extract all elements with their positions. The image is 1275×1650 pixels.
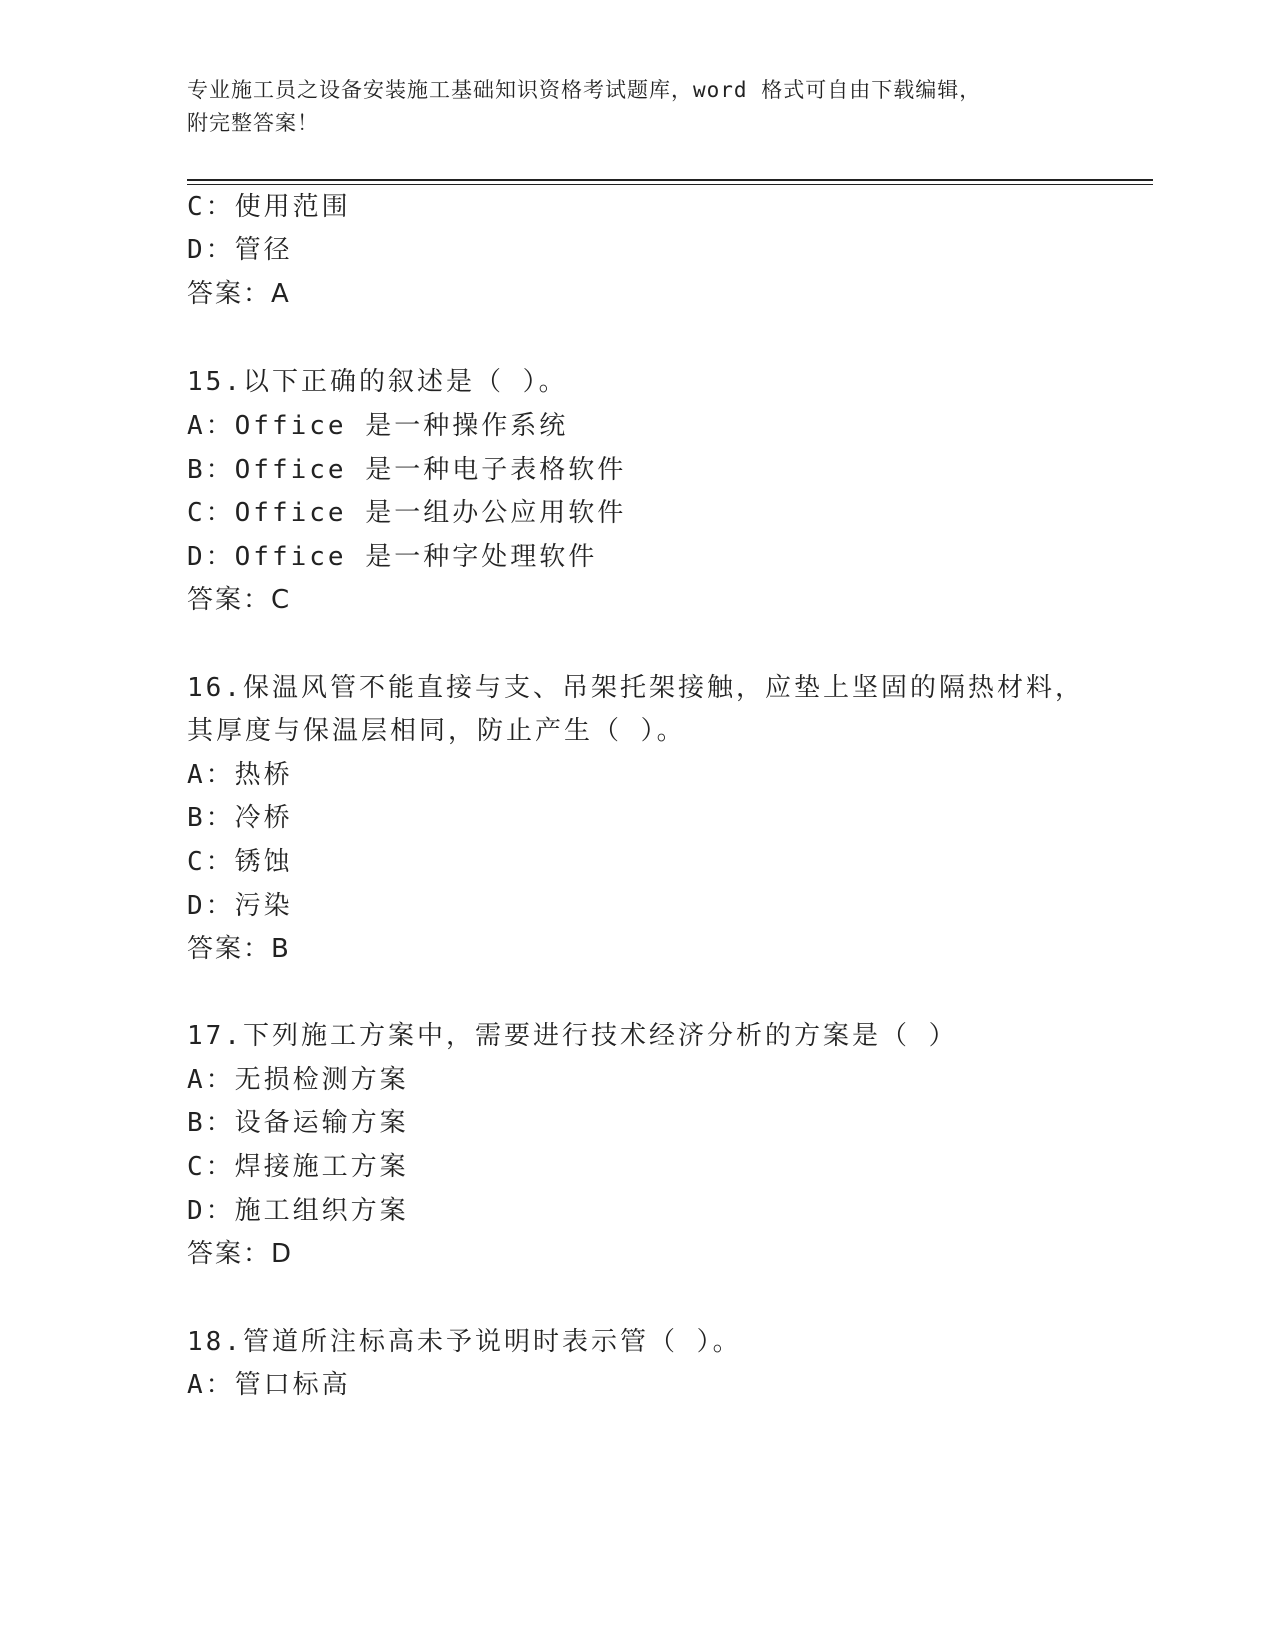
question-18-stem: 18.管道所注标高未予说明时表示管（ ）。 (187, 1327, 742, 1357)
question-16-stem-line-2: 其厚度与保温层相同，防止产生（ ）。 (187, 716, 686, 746)
question-15-stem: 15.以下正确的叙述是（ ）。 (187, 367, 568, 397)
question-17-option-c: C：焊接施工方案 (187, 1152, 409, 1182)
answer-prev: 答案：A (187, 279, 291, 309)
document-header (187, 74, 1107, 140)
header-line-1: 专业施工员之设备安装施工基础知识资格考试题库，word 格式可自由下载编辑， (187, 78, 982, 102)
question-15-option-b: B：Office 是一种电子表格软件 (187, 455, 627, 485)
question-17-option-b: B：设备运输方案 (187, 1108, 409, 1138)
question-15-option-a: A：Office 是一种操作系统 (187, 411, 569, 441)
question-15-answer: 答案：C (187, 585, 292, 615)
question-15-option-d: D：Office 是一种字处理软件 (187, 542, 598, 572)
header-divider-thick (187, 179, 1153, 181)
question-17-stem: 17.下列施工方案中，需要进行技术经济分析的方案是（ ） (187, 1021, 958, 1051)
question-16-option-b: B：冷桥 (187, 803, 293, 833)
option-c-prev: C：使用范围 (187, 192, 351, 222)
question-16-option-d: D：污染 (187, 891, 293, 921)
question-15-option-c: C：Office 是一组办公应用软件 (187, 498, 627, 528)
question-18-option-a: A：管口标高 (187, 1370, 351, 1400)
header-line-2: 附完整答案！ (187, 111, 319, 135)
question-16-option-a: A：热桥 (187, 760, 293, 790)
question-17-option-a: A：无损检测方案 (187, 1065, 409, 1095)
question-16-answer: 答案：B (187, 934, 291, 964)
question-17-answer: 答案：D (187, 1239, 294, 1269)
header-divider-thin (187, 184, 1153, 185)
option-d-prev: D：管径 (187, 235, 293, 265)
question-16-option-c: C：锈蚀 (187, 847, 293, 877)
question-16-stem-line-1: 16.保温风管不能直接与支、吊架托架接触，应垫上坚固的隔热材料， (187, 673, 1084, 703)
question-17-option-d: D：施工组织方案 (187, 1196, 409, 1226)
